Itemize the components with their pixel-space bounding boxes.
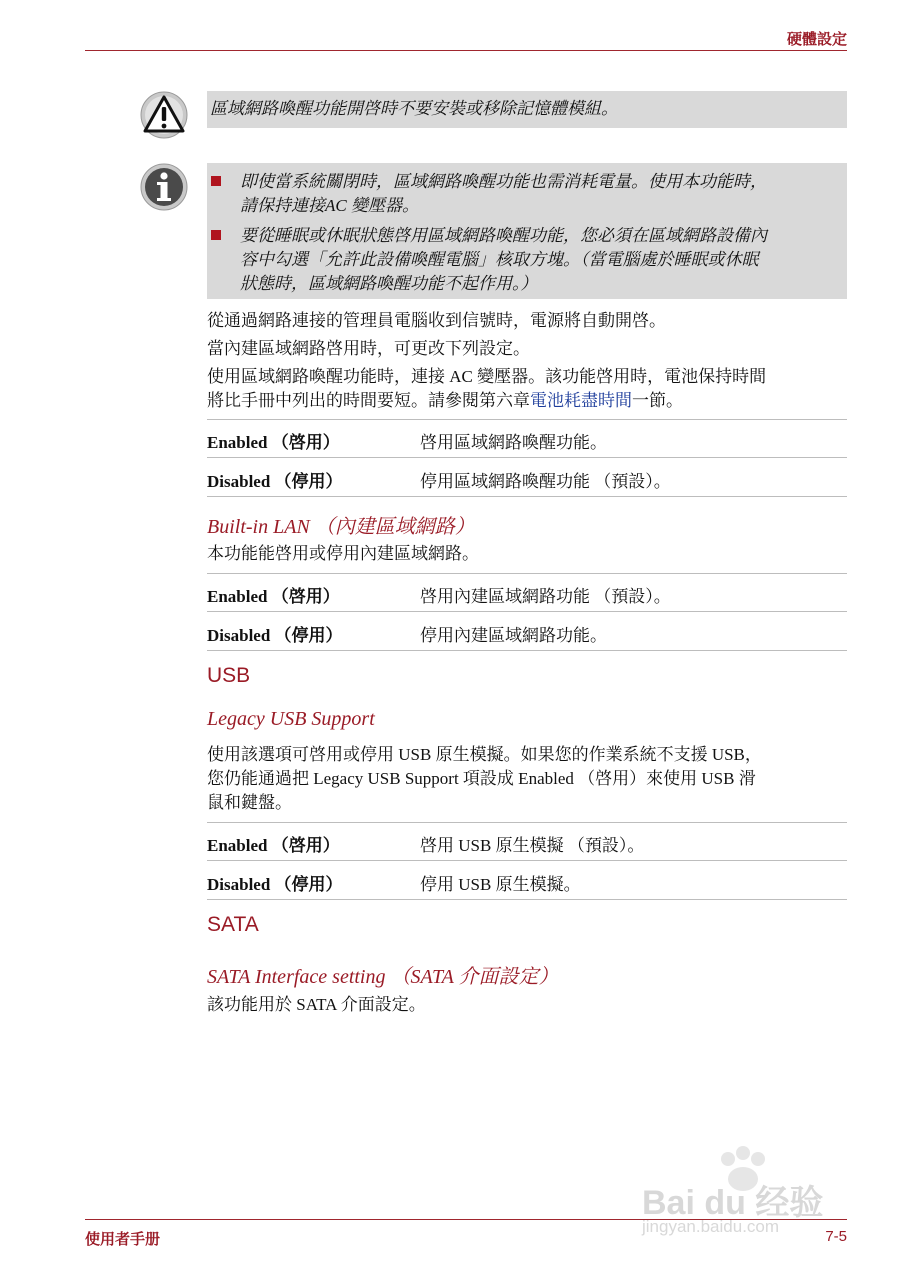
table1-row-disabled [207, 458, 847, 497]
info-icon [140, 163, 188, 211]
note-item-2-line-1: 要從睡眠或休眠狀態啓用區域網路喚醒功能，您必須在區域網路設備內 [240, 226, 767, 245]
note-item-2-line-2: 容中勾選「允許此設備喚醒電腦」核取方塊。（當電腦處於睡眠或休眠 [240, 250, 759, 269]
usb-section-title: USB [207, 664, 251, 687]
note-box [207, 163, 847, 299]
table1-row-enabled-key: Enabled （啓用） [207, 433, 340, 452]
warning-text: 區域網路喚醒功能開啓時不要安裝或移除記憶體模組。 [210, 99, 618, 118]
usb-heading: Legacy USB Support [207, 708, 375, 730]
usb-row-disabled-key: Disabled （停用） [207, 875, 343, 894]
table1-row-enabled [207, 419, 847, 458]
footer-manual-title: 使用者手册 [85, 1230, 161, 1248]
usb-description-line-2: 您仍能通過把 Legacy USB Support 項設成 Enabled （啓用）來使用 USB 滑 [207, 769, 756, 788]
usb-description-line-1: 使用該選項可啓用或停用 USB 原生模擬。如果您的作業系統不支援 USB， [207, 745, 762, 764]
paragraph-3-text-a: 將比手冊中列出的時間要短。請參閱第六章 [207, 391, 530, 410]
usb-description-line-3: 鼠和鍵盤。 [207, 793, 292, 812]
sata-description: 該功能用於 SATA 介面設定。 [207, 995, 426, 1014]
lan-row-disabled-value: 停用內建區域網路功能。 [420, 626, 607, 645]
warning-box [207, 91, 847, 128]
baidu-watermark [640, 1145, 850, 1245]
note-item-1-line-2: 請保持連接AC 變壓器。 [240, 196, 419, 215]
lan-row-enabled-key: Enabled （啓用） [207, 587, 340, 606]
paragraph-3-text-b: 一節。 [632, 391, 683, 410]
usb-row-disabled-value: 停用 USB 原生模擬。 [420, 875, 581, 894]
usb-row-disabled [207, 861, 847, 900]
note-item-2-line-3: 狀態時，區域網路喚醒功能不起作用。） [240, 274, 538, 293]
sata-heading: SATA Interface setting （SATA 介面設定） [207, 966, 559, 988]
lan-row-disabled [207, 612, 847, 651]
usb-row-enabled-value: 啓用 USB 原生模擬 （預設）。 [420, 836, 645, 855]
lan-heading: Built-in LAN （內建區域網路） [207, 516, 475, 538]
table1-row-enabled-value: 啓用區域網路喚醒功能。 [420, 433, 607, 452]
paragraph-3-line-2 [207, 389, 683, 413]
paragraph-3-line-1: 使用區域網路喚醒功能時，連接 AC 變壓器。該功能啓用時，電池保持時間 [207, 367, 767, 386]
watermark-url: jingyan.baidu.com [642, 1217, 780, 1236]
paragraph-1: 從通過網路連接的管理員電腦收到信號時，電源將自動開啓。 [207, 311, 666, 330]
table1-row-disabled-key: Disabled （停用） [207, 472, 343, 491]
lan-row-enabled [207, 573, 847, 612]
header-title: 硬體設定 [786, 30, 847, 48]
usb-row-enabled [207, 822, 847, 861]
paragraph-2: 當內建區域網路啓用時，可更改下列設定。 [207, 339, 530, 358]
lan-description: 本功能能啓用或停用內建區域網路。 [207, 544, 479, 563]
lan-row-disabled-key: Disabled （停用） [207, 626, 343, 645]
note-bullet-1 [211, 176, 221, 186]
sata-section-title: SATA [207, 913, 259, 936]
page-header [85, 28, 847, 51]
battery-time-link[interactable]: 電池耗盡時間 [530, 391, 632, 410]
table1-row-disabled-value: 停用區域網路喚醒功能 （預設）。 [420, 472, 671, 491]
watermark-brand: Bai du 经验 [642, 1184, 824, 1222]
lan-row-enabled-value: 啓用內建區域網路功能 （預設）。 [420, 587, 671, 606]
footer-page-number: 7-5 [825, 1228, 847, 1245]
note-item-1-line-1: 即使當系統關閉時，區域網路喚醒功能也需消耗電量。使用本功能時， [240, 172, 767, 191]
note-bullet-2 [211, 230, 221, 240]
warning-icon [140, 91, 188, 139]
usb-row-enabled-key: Enabled （啓用） [207, 836, 340, 855]
